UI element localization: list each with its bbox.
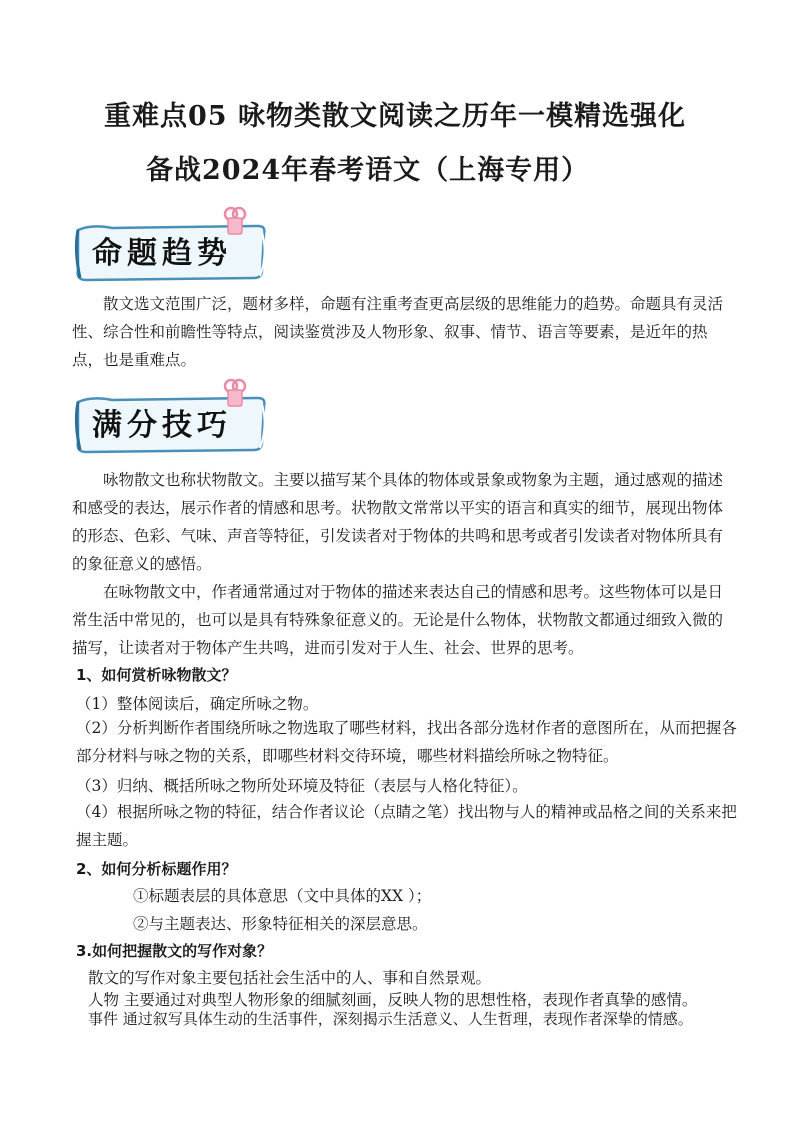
section-banner-skill [72, 392, 268, 456]
skill-paragraph-2: 在咏物散文中，作者通常通过对于物体的描述来表达自己的情感和思考。这些物体可以是日常生活中常见的，也可以是具有特殊象征意义的。无论是什么物体，状物散文都通过细致入微的描写，让读者对于物体产生共鸣，进而引发对于人生、社会、世界的思考。 [72, 583, 724, 657]
q1-heading: 1、如何赏析咏物散文？ [76, 666, 237, 684]
q3-heading: 3.如何把握散文的写作对象？ [76, 942, 273, 960]
page-title-line1: 重难点05 咏物类散文阅读之历年一模精选强化 [104, 101, 686, 132]
q2-item-2: ②与主题表达、形象特征相关的深层意思。 [133, 915, 428, 933]
section-heading-skill: 满分技巧 [92, 408, 232, 443]
q3-item-2: 人物 主要通过对典型人物形象的细腻刻画，反映人物的思想性格，表现作者真挚的感情。 [88, 991, 698, 1009]
skill-paragraph-1: 咏物散文也称状物散文。主要以描写某个具体的物体或景象或物象为主题，通过感观的描述和感受的表达，展示作者的情感和思考。状物散文常常以平实的语言和真实的细节，展现出物体的形态、色彩、气味、声音等特征，引发读者对于物体的共鸣和思考或者引发读者对物体所具有的象征意义的感悟。 [72, 471, 724, 573]
q2-heading: 2、如何分析标题作用？ [76, 860, 237, 878]
q3-item-3: 事件 通过叙写具体生动的生活事件，深刻揭示生活意义、人生哲理，表现作者深挚的情感。 [88, 1010, 693, 1028]
q1-item-4: （4）根据所咏之物的特征，结合作者议论（点睛之笔）找出物与人的精神或品格之间的关系来把握主题。 [76, 803, 737, 849]
section-heading-trend: 命题趋势 [92, 236, 232, 271]
q2-item-1: ①标题表层的具体意思（文中具体的XX ）； [133, 887, 432, 905]
page-title-line2: 备战2024年春考语文（上海专用） [146, 155, 590, 186]
q1-item-2: （2）分析判断作者围绕所咏之物选取了哪些材料，找出各部分选材作者的意图所在，从而把握各部分材料与咏之物的关系，即哪些材料交待环境，哪些材料描绘所咏之物特征。 [76, 719, 737, 765]
q1-item-1: （1）整体阅读后，确定所咏之物。 [76, 695, 319, 713]
q3-item-1: 散文的写作对象主要包括社会生活中的人、事和自然景观。 [88, 969, 492, 987]
section-banner-trend [72, 220, 268, 284]
q1-item-3: （3）归纳、概括所咏之物所处环境及特征（表层与人格化特征）。 [76, 777, 528, 795]
trend-paragraph: 散文选文范围广泛，题材多样，命题有注重考查更高层级的思维能力的趋势。命题具有灵活性、综合性和前瞻性等特点，阅读鉴赏涉及人物形象、叙事、情节、语言等要素，是近年的热点，也是重难点。 [72, 295, 724, 369]
